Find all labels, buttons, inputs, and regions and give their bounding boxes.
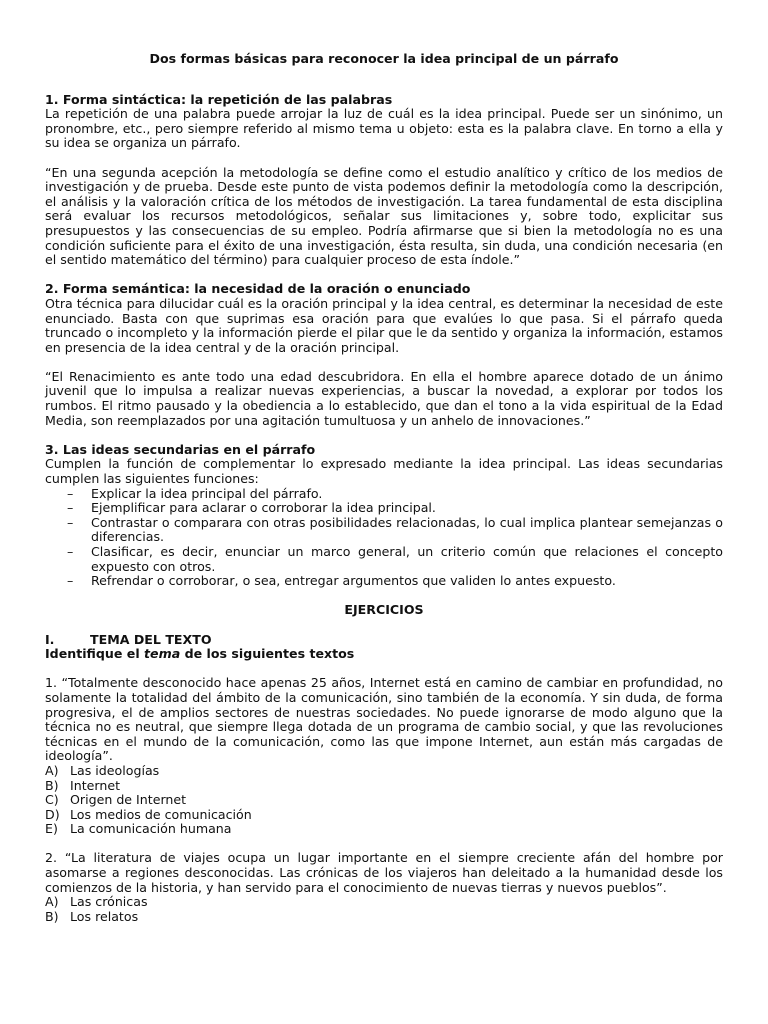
exercise-section-number: I. (45, 631, 55, 647)
question-1-text: 1. “Totalmente desconocido hace apenas 25 años, Internet está en camino de cambiar en profundidad, no solamente la totalidad del ámbito de la comunicación, sino también de la economía. Y sin duda, de forma progresiva, el de amplios sectores de nuestras sociedades. No puede ignorarse de modo alguno que la técnica no es neutral, que siempre llega dotada de un programa de cambio social, y que las revoluciones técnicas en el mundo de la comunicación, como las que impone Internet, aun están más cargadas de ideología”. (45, 675, 723, 764)
list-item: – Clasificar, es decir, enunciar un marco general, un criterio común que relaciones el concepto expuesto con otros. (67, 545, 723, 574)
option-item: B) Los relatos (45, 908, 139, 924)
section-1-body: La repetición de una palabra puede arrojar la luz de cuál es la idea principal. Puede ser un sinónimo, un pronombre, etc., pero siempre referido al mismo tema u objeto: esta es la palabra clave. En torno a ella y su idea se organiza un párrafo. (45, 106, 723, 151)
question-2-text: 2. “La literatura de viajes ocupa un lugar importante en el siempre creciente afán del hombre por asomarse a regiones desconocidas. Las crónicas de los viajeros han deleitado a la humanidad desde los comienzos de la historia, y han servido para el conocimiento de nuevas tierras y nuevos pueblos”. (45, 850, 723, 895)
list-item: – Refrendar o corroborar, o sea, entregar argumentos que validen lo antes expuesto. (67, 574, 723, 589)
exercise-section-label: TEMA DEL TEXTO (90, 631, 212, 647)
section-3-heading: 3. Las ideas secundarias en el párrafo (45, 441, 316, 457)
option-item: B) Internet (45, 777, 121, 793)
document-title: Dos formas básicas para reconocer la idea principal de un párrafo (149, 51, 619, 66)
question-1-options (45, 764, 723, 837)
list-item: – Contrastar o compararа con otras posibilidades relacionadas, lo cual implica plantear semejanzas o diferencias. (67, 516, 723, 545)
exercises-heading: EJERCICIOS (344, 602, 424, 618)
option-item: A) Las crónicas (45, 894, 148, 910)
section-2-heading: 2. Forma semántica: la necesidad de la oración o enunciado (45, 281, 471, 297)
exercise-instruction (45, 647, 723, 662)
list-item: – Ejemplificar para aclarar o corroborar la idea principal. (67, 501, 723, 516)
instruction-emphasis: tema (144, 646, 181, 662)
section-3-body: Cumplen la función de complementar lo expresado mediante la idea principal. Las ideas secundarias cumplen las siguientes funciones: (45, 456, 723, 487)
option-item: C) Origen de Internet (45, 792, 187, 808)
section-1-quote: “En una segunda acepción la metodología se define como el estudio analítico y crítico de los medios de investigación y de prueba. Desde este punto de vista podemos definir la metodología como la descripción, el análisis y la valoración crítica de los métodos de investigación. La tarea fundamental de esta disciplina será evaluar los recursos metodológicos, señalar sus limitaciones y, sobre todo, explicitar sus presupuestos y las consecuencias de su empleo. Podría afirmarse que si bien la metodología no es una condición suficiente para el éxito de una investigación, ésta resulta, sin duda, una condición necesaria (en el sentido matemático del término) para cualquier proceso de esta índole.” (45, 164, 723, 268)
list-item: – Explicar la idea principal del párrafo. (67, 487, 723, 502)
option-item: E) La comunicación humana (45, 821, 232, 837)
section-2-quote: “El Renacimiento es ante todo una edad descubridora. En ella el hombre aparece dotado de un ánimo juvenil que lo impulsa a realizar nuevas experiencias, a buscar la novedad, a explorar por todos los rumbos. El ritmo pausado y la obediencia a lo establecido, que dan el tono a la vida espiritual de la Edad Media, son reemplazados por una agitación tumultuosa y un anhelo de innovaciones.” (45, 368, 723, 428)
question-2-options (45, 895, 723, 924)
secondary-functions-list (45, 487, 723, 589)
instruction-text: Identifique el (45, 646, 145, 662)
exercise-section-title (45, 633, 723, 648)
section-2-body: Otra técnica para dilucidar cuál es la oración principal y la idea central, es determinar la necesidad de este enunciado. Basta con que suprimas esa oración para que evalúes lo que pasa. Si el párrafo queda truncado o incompleto y la información pierde el pilar que le da sentido y organiza la información, estamos en presencia de la idea central y de la oración principal. (45, 295, 723, 355)
option-item: A) Las ideologías (45, 762, 160, 778)
section-1-heading: 1. Forma sintáctica: la repetición de las palabras (45, 91, 393, 107)
option-item: D) Los medios de comunicación (45, 806, 252, 822)
instruction-text: de los siguientes textos (180, 646, 355, 662)
